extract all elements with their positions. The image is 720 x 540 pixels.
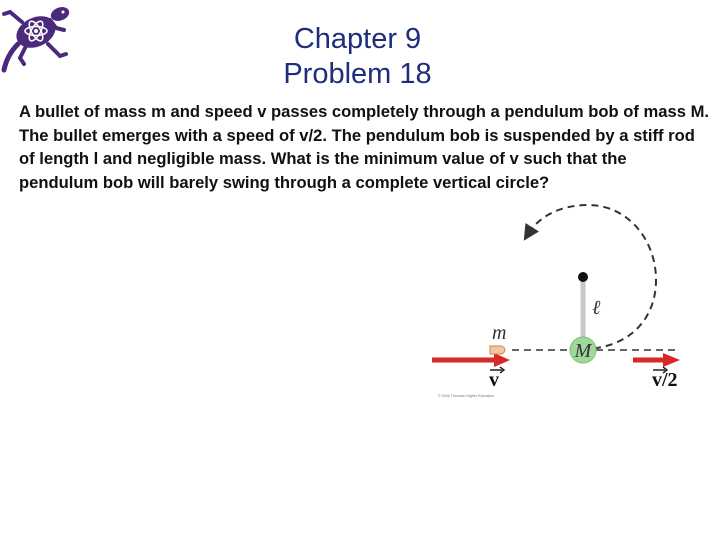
- problem-statement: A bullet of mass m and speed v passes completely through a pendulum bob of mass M. The bullet emerges with a speed of v/2. The pendulum bob is suspended by a stiff rod of length l and negligible mass. What is the minimum value of v such that the pendulum bob will barely swing through a complete vertical circle?: [19, 102, 710, 192]
- pivot-point: [578, 272, 588, 282]
- problem-heading: Problem 18: [283, 58, 432, 90]
- bullet-mass-label: m: [492, 322, 507, 344]
- initial-velocity-arrowhead: [494, 353, 510, 367]
- lizard-atom-logo-icon: [0, 0, 78, 74]
- bullet: [490, 346, 505, 354]
- slide-title: [200, 22, 515, 92]
- swing-path: [528, 205, 656, 349]
- figure-copyright: © 2006 Thomson Higher Education: [438, 394, 495, 398]
- pendulum-figure: [428, 200, 700, 405]
- initial-velocity-label: v: [489, 369, 499, 391]
- bob-mass-label: M: [574, 340, 592, 362]
- chapter-heading: Chapter 9: [293, 23, 422, 55]
- rod-length-label: ℓ: [592, 297, 601, 319]
- final-velocity-label: v/2: [652, 369, 678, 391]
- final-velocity-arrowhead: [663, 353, 680, 367]
